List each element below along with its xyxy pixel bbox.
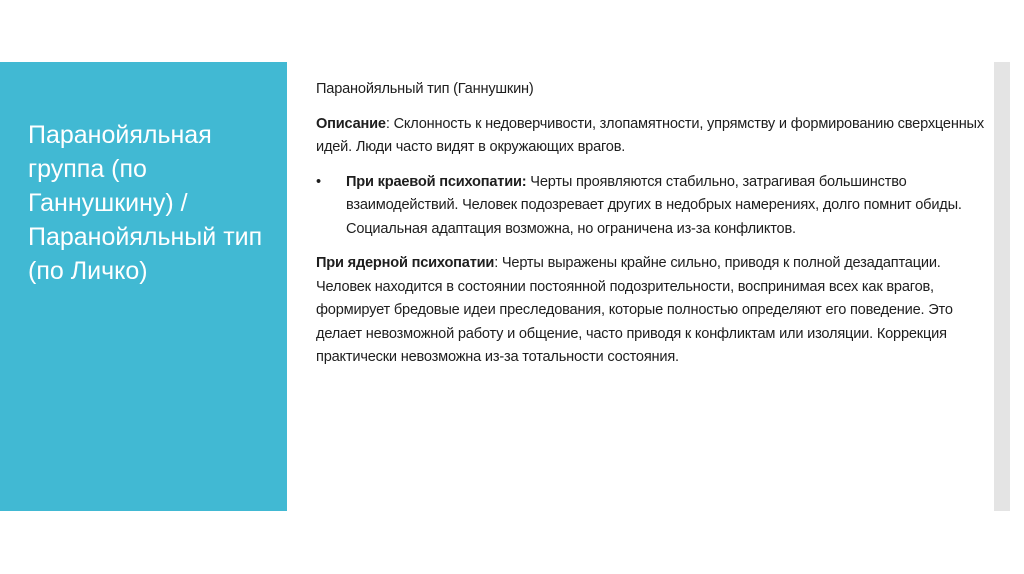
slide-content bbox=[316, 78, 996, 381]
slide-title: Паранойяльная группа (по Ганнушкину) / Паранойяльный тип (по Личко) bbox=[28, 121, 263, 285]
description-label: Описание bbox=[316, 115, 386, 132]
heading-text: Паранойяльный тип (Ганнушкин) bbox=[316, 81, 534, 97]
marginal-text: Черты проявляются стабильно, затрагивая большинство взаимодействий. Человек подозревает других в недобрых намерениях, долго помнит обиды. Социальная адаптация возможна, но ограничена из-за конфликтов. bbox=[346, 173, 962, 237]
description bbox=[316, 113, 996, 160]
marginal-psychopathy-item bbox=[316, 171, 996, 242]
nuclear-psychopathy bbox=[316, 252, 996, 370]
bullet-icon: • bbox=[316, 173, 321, 190]
heading bbox=[316, 78, 996, 102]
marginal-label: При краевой психопатии: bbox=[346, 173, 527, 190]
nuclear-label: При ядерной психопатии bbox=[316, 255, 495, 271]
nuclear-text: : Черты выражены крайне сильно, приводя к полной дезадаптации. Человек находится в состоянии постоянной подозрительности, воспринимая всех как врагов, формирует бредовые идеи преследования, которые полностью определяют его поведение. Это делает невозможной работу и общение, часто приводя к конфликтам или изоляции. Коррекция практически невозможна из-за тотальности состояния. bbox=[316, 255, 953, 365]
description-text: : Склонность к недоверчивости, злопамятности, упрямству и формированию сверхценных идей. Люди часто видят в окружающих врагов. bbox=[316, 115, 984, 155]
side-strip bbox=[994, 62, 1010, 511]
